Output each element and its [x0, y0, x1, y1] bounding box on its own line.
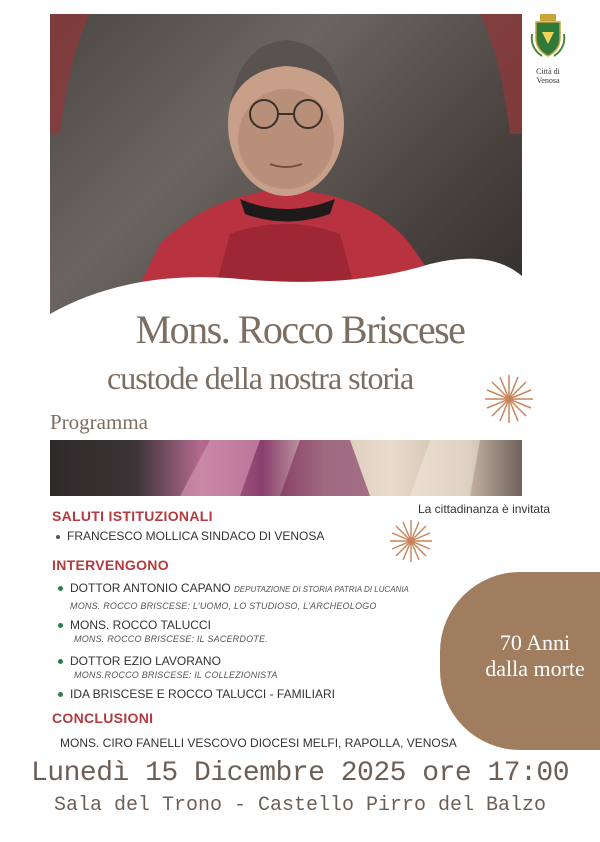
sunburst-icon — [388, 518, 434, 564]
bullet-icon — [58, 692, 63, 697]
bullet-icon — [56, 535, 60, 539]
anniversary-line2: dalla morte — [485, 656, 585, 681]
conclusioni-text: MONS. CIRO FANELLI VESCOVO DIOCESI MELFI, RAPOLLA, VENOSA — [60, 736, 457, 750]
programma-label: Programma — [50, 410, 148, 434]
speaker-name: DOTTOR EZIO LAVORANO — [70, 654, 221, 668]
speaker-name: MONS. ROCCO TALUCCI — [70, 618, 211, 632]
event-date: Lunedì 15 Dicembre 2025 ore 17:00 — [31, 758, 569, 789]
sunburst-icon — [484, 374, 534, 424]
event-place: Sala del Trono - Castello Pirro del Balzo — [53, 794, 547, 817]
subtitle: custode della nostra storia — [107, 360, 414, 396]
speaker-item — [58, 581, 409, 595]
bullet-icon — [58, 623, 63, 628]
speaker-topic: MONS. ROCCO BRISCESE: IL SACERDOTE. — [74, 634, 268, 644]
bullet-icon — [58, 586, 63, 591]
saluti-item-text: FRANCESCO MOLLICA SINDACO DI VENOSA — [67, 529, 325, 543]
section-conclusioni-heading: CONCLUSIONI — [52, 710, 154, 726]
main-title: Mons. Rocco Briscese — [135, 307, 465, 352]
city-logo — [524, 14, 572, 85]
speaker-name: IDA BRISCESE E ROCCO TALUCCI - FAMILIARI — [70, 687, 335, 701]
section-saluti-heading: SALUTI ISTITUZIONALI — [52, 508, 213, 524]
anniversary-text — [470, 630, 600, 682]
invitation-text: La cittadinanza è invitata — [418, 502, 551, 516]
logo-caption: Città di Venosa — [536, 67, 560, 85]
portrait-image — [50, 14, 522, 344]
speaker-item — [58, 654, 221, 668]
coat-of-arms-icon — [528, 14, 568, 60]
speaker-topic: MONS. ROCCO BRISCESE: L’UOMO, LO STUDIOSO, L’ARCHEOLOGO — [70, 601, 377, 611]
speaker-name: DOTTOR ANTONIO CAPANO — [70, 581, 231, 595]
section-intervengono-heading: INTERVENGONO — [52, 557, 169, 573]
speaker-topic: MONS.ROCCO BRISCESE: IL COLLEZIONISTA — [74, 670, 278, 680]
saluti-item — [56, 529, 324, 543]
speaker-item — [58, 618, 211, 632]
speaker-affiliation: DEPUTAZIONE DI STORIA PATRIA DI LUCANIA — [234, 585, 409, 594]
bullet-icon — [58, 659, 63, 664]
photo-strip — [50, 440, 522, 496]
speaker-item — [58, 687, 335, 701]
anniversary-line1: 70 Anni — [499, 630, 571, 655]
